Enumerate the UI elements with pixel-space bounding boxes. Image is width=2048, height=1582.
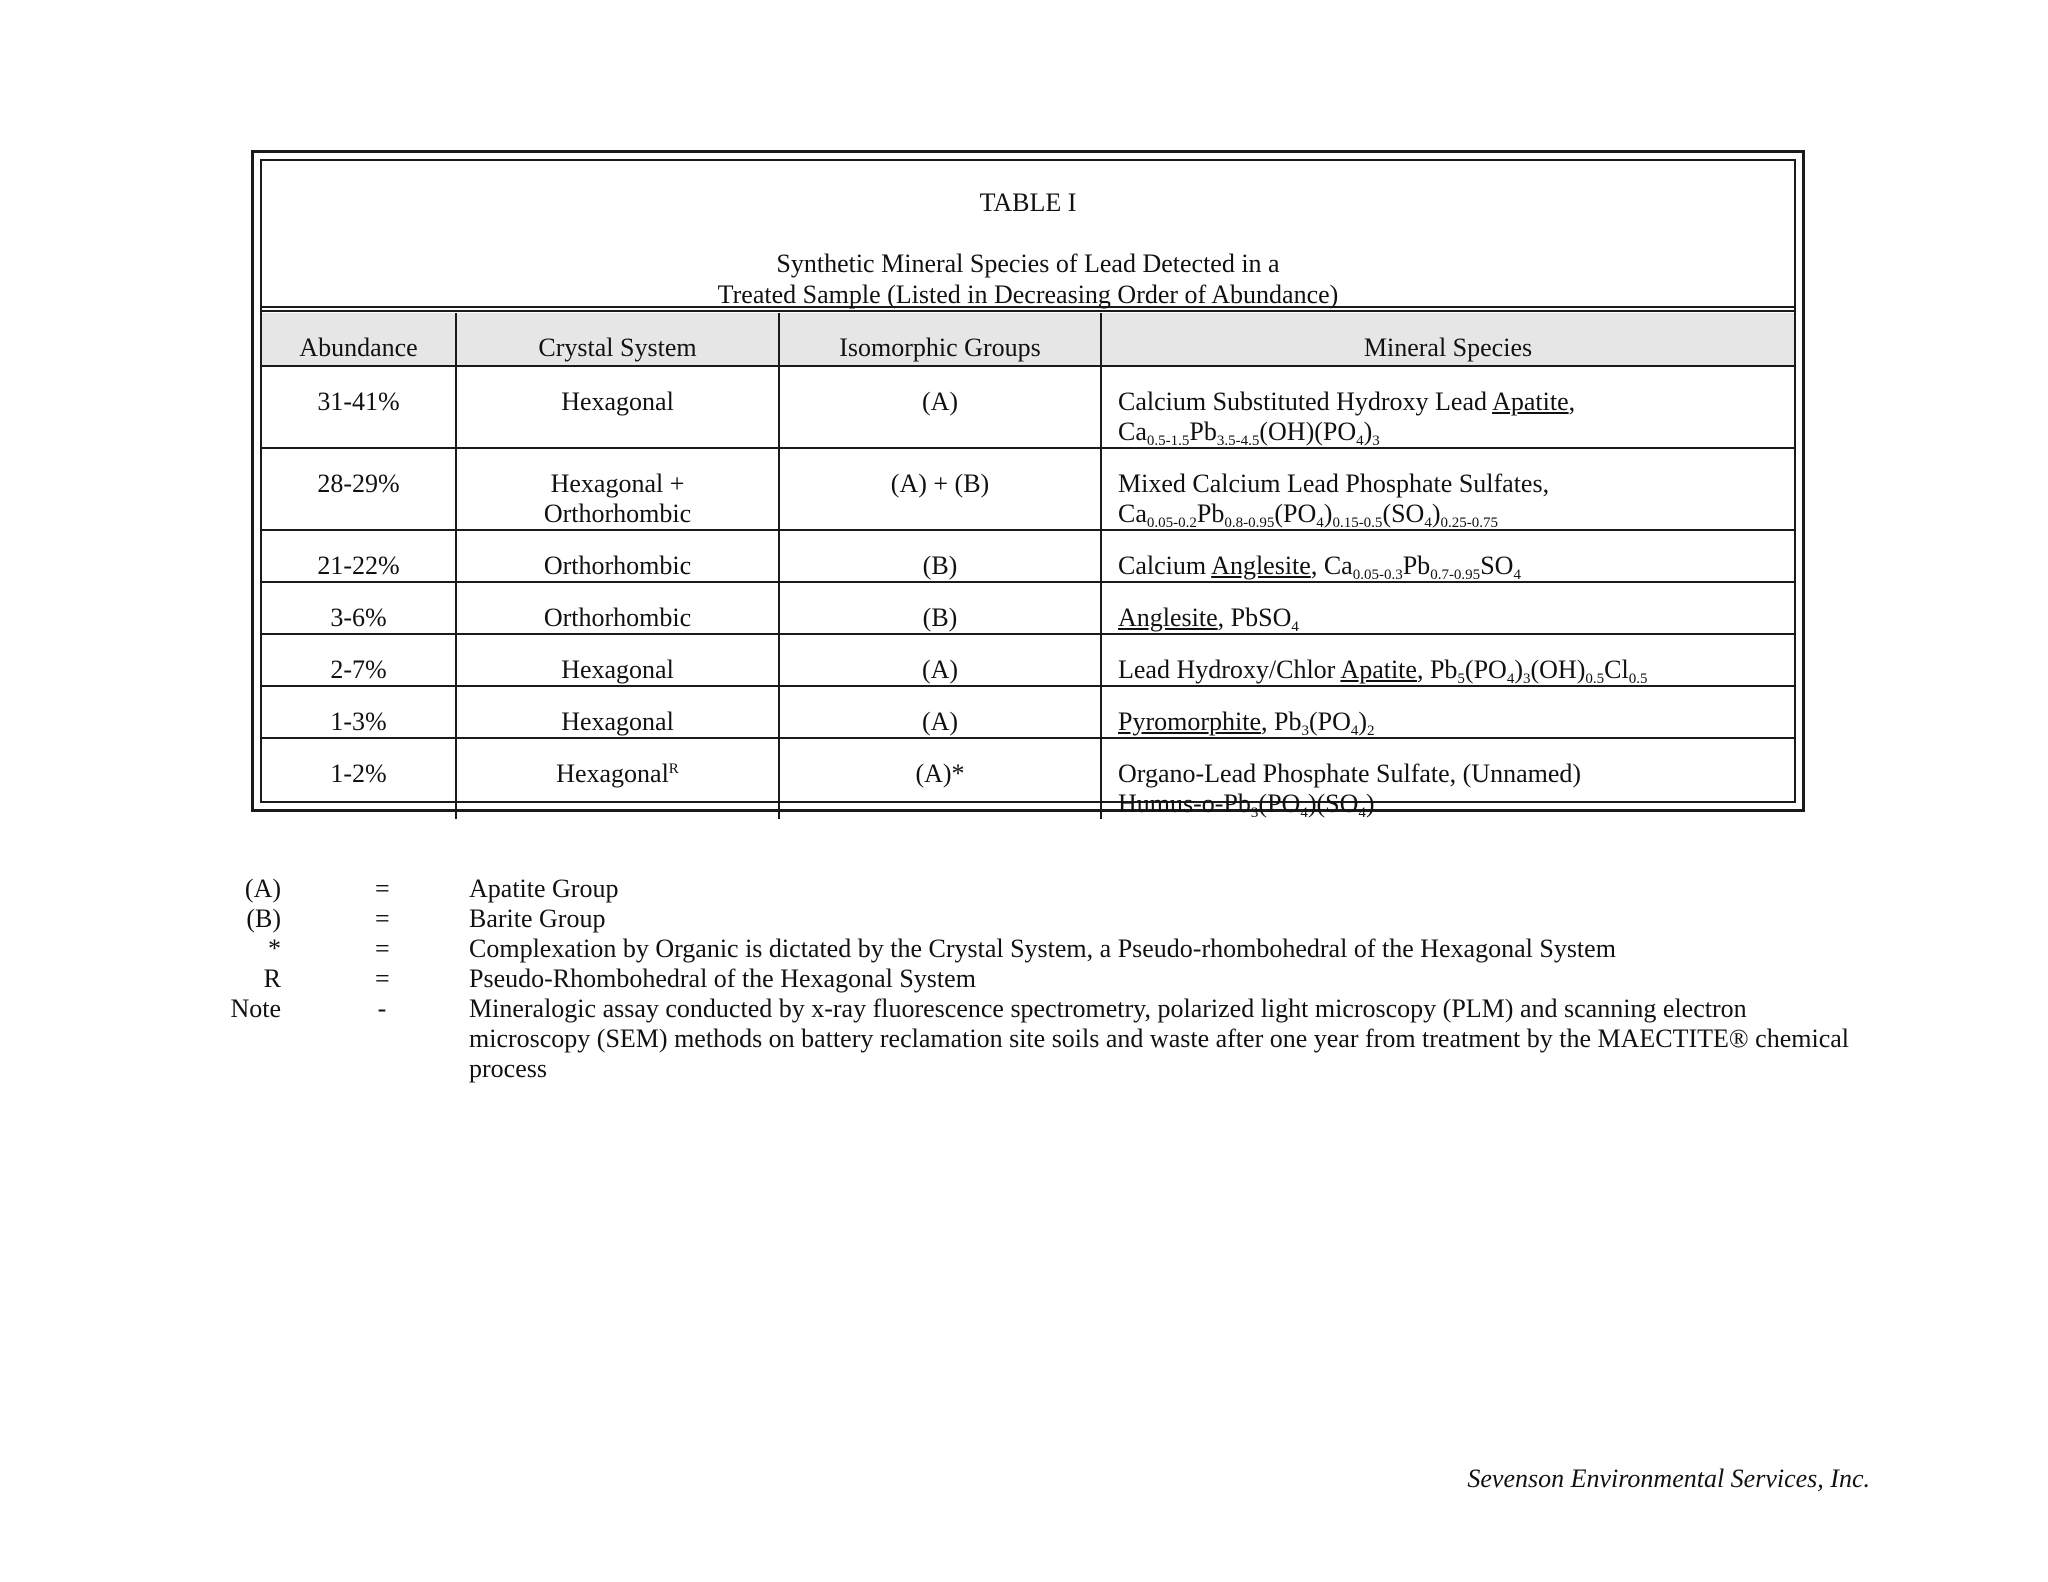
- crystal-system-text: Hexagonal: [561, 707, 674, 736]
- abundance-cell: 28-29%: [262, 448, 456, 530]
- mineral-species-cell: [1101, 634, 1794, 686]
- species-text: , PbSO: [1217, 603, 1292, 632]
- mineral-species-cell: [1101, 366, 1794, 448]
- formula-subscript: 4: [1300, 805, 1308, 821]
- legend-note-line-3: process: [469, 1054, 547, 1083]
- formula-subscript: 0.05-0.3: [1352, 567, 1403, 583]
- formula-part: Pb: [1402, 551, 1431, 580]
- species-text: , Pb: [1416, 655, 1458, 684]
- title-separator: [262, 310, 1794, 312]
- formula-subscript: 3.5-4.5: [1216, 433, 1260, 449]
- legend-row: [0, 934, 2048, 964]
- header-isomorphic-groups: Isomorphic Groups: [779, 313, 1101, 366]
- species-text: Organo-Lead Phosphate Sulfate, (Unnamed): [1118, 759, 1582, 788]
- crystal-system-cell: [456, 686, 779, 738]
- formula-subscript: 5: [1457, 671, 1465, 687]
- legend-key: (B): [246, 904, 281, 933]
- crystal-system-cell: [456, 738, 779, 819]
- isomorphic-group-cell: (A) + (B): [779, 448, 1101, 530]
- crystal-system-text: Hexagonal +: [550, 469, 685, 498]
- crystal-system-text: Orthorhombic: [543, 603, 692, 632]
- table-subtitle-line-2: Treated Sample (Listed in Decreasing Order of Abundance): [717, 280, 1339, 309]
- formula-part: (PO: [1308, 707, 1351, 736]
- species-text: Lead Hydroxy/Chlor: [1118, 655, 1341, 684]
- table-row: [262, 530, 1794, 582]
- crystal-system-text: Hexagonal: [561, 387, 674, 416]
- legend-text: Barite Group: [469, 904, 606, 933]
- isomorphic-group-cell: (B): [779, 530, 1101, 582]
- mineral-species-table: [262, 313, 1794, 819]
- table-row: [262, 582, 1794, 634]
- formula-subscript: 3: [1372, 433, 1380, 449]
- formula-part: Pb: [1189, 417, 1217, 446]
- species-mineral-name: Pyromorphite: [1118, 707, 1261, 736]
- formula-subscript: 4: [1350, 723, 1359, 739]
- formula-part: Pb: [1196, 499, 1225, 528]
- formula-subscript: 3: [1523, 671, 1531, 687]
- table-row: [262, 634, 1794, 686]
- abundance-cell: 1-2%: [262, 738, 456, 819]
- isomorphic-group-cell: (A): [779, 686, 1101, 738]
- crystal-system-cell: [456, 448, 779, 530]
- legend-row-note: [0, 994, 2048, 1084]
- legend-note-text: [469, 994, 1869, 1084]
- legend-key: *: [268, 934, 281, 963]
- species-text: Mixed Calcium Lead Phosphate Sulfates,: [1118, 469, 1550, 498]
- legend-key: R: [263, 964, 281, 993]
- table-subtitle-line-1: Synthetic Mineral Species of Lead Detected in a: [776, 249, 1280, 278]
- table-title-block: [262, 161, 1794, 308]
- legend: [0, 874, 2048, 1084]
- mineral-species-cell: [1101, 448, 1794, 530]
- legend-row: [0, 964, 2048, 994]
- formula-subscript: 0.5: [1628, 671, 1648, 687]
- crystal-system-cell: [456, 582, 779, 634]
- table-inner-border: [260, 159, 1796, 821]
- species-text: , Ca: [1310, 551, 1353, 580]
- formula-subscript: 3: [1250, 805, 1259, 821]
- formula-part: (PO: [1464, 655, 1507, 684]
- isomorphic-group-cell: (A): [779, 634, 1101, 686]
- formula-part: ): [1431, 499, 1441, 528]
- formula-subscript: 4: [1506, 671, 1515, 687]
- table-row: [262, 686, 1794, 738]
- formula-part: (SO: [1382, 499, 1425, 528]
- legend-separator: =: [375, 904, 390, 933]
- legend-text: Pseudo-Rhombohedral of the Hexagonal System: [469, 964, 976, 993]
- formula-subscript: 0.7-0.95: [1430, 567, 1481, 583]
- table-row: [262, 738, 1794, 819]
- formula-part: (PO: [1274, 499, 1317, 528]
- species-mineral-name: Anglesite: [1118, 603, 1218, 632]
- table-row: [262, 448, 1794, 530]
- formula-subscript: 0.5: [1585, 671, 1605, 687]
- legend-row: [0, 874, 2048, 904]
- formula-part: )(SO: [1307, 789, 1359, 818]
- isomorphic-group-cell: (B): [779, 582, 1101, 634]
- formula-part: (PO: [1258, 789, 1301, 818]
- legend-separator: -: [377, 994, 387, 1023]
- formula-subscript: 4: [1513, 567, 1521, 583]
- mineral-species-cell: [1101, 582, 1794, 634]
- formula-subscript: 0.5-1.5: [1146, 433, 1190, 449]
- formula-part: ): [1514, 655, 1523, 684]
- species-mineral-name: Apatite: [1340, 655, 1417, 684]
- formula-part: Ca: [1118, 499, 1147, 528]
- formula-part: Humus-o-Pb: [1118, 789, 1251, 818]
- formula-part: Cl: [1604, 655, 1629, 684]
- crystal-system-cell: [456, 530, 779, 582]
- species-mineral-name: Anglesite: [1211, 551, 1311, 580]
- species-mineral-name: Apatite: [1492, 387, 1569, 416]
- formula-part: (OH)(PO: [1259, 417, 1357, 446]
- species-text: Calcium Substituted Hydroxy Lead: [1118, 387, 1493, 416]
- mineral-species-cell: [1101, 738, 1794, 819]
- species-text: Calcium: [1118, 551, 1212, 580]
- legend-note-line-1: Mineralogic assay conducted by x-ray fluorescence spectrometry, polarized light microscopy (PLM) and scanning electron: [469, 994, 1747, 1023]
- species-text: , Pb: [1261, 707, 1302, 736]
- formula-subscript: 4: [1316, 515, 1324, 531]
- isomorphic-group-cell: (A)*: [779, 738, 1101, 819]
- mineral-species-cell: [1101, 530, 1794, 582]
- isomorphic-group-cell: (A): [779, 366, 1101, 448]
- formula-part: Ca: [1118, 417, 1147, 446]
- crystal-system-cell: [456, 634, 779, 686]
- legend-separator: =: [375, 874, 390, 903]
- legend-text: Apatite Group: [469, 874, 619, 903]
- crystal-system-text: Orthorhombic: [543, 551, 692, 580]
- table-row: [262, 366, 1794, 448]
- formula-part: ): [1363, 417, 1373, 446]
- header-mineral-species: Mineral Species: [1101, 313, 1794, 366]
- mineral-species-cell: [1101, 686, 1794, 738]
- crystal-system-text-2: Orthorhombic: [543, 499, 692, 528]
- formula-subscript: 4: [1424, 515, 1432, 531]
- header-abundance: Abundance: [262, 313, 456, 366]
- crystal-system-text: Hexagonal: [561, 655, 674, 684]
- abundance-cell: 21-22%: [262, 530, 456, 582]
- formula-subscript: 4: [1291, 619, 1299, 635]
- formula-subscript: 0.8-0.95: [1224, 515, 1275, 531]
- crystal-system-superscript: R: [668, 761, 679, 777]
- legend-text: Complexation by Organic is dictated by the Crystal System, a Pseudo-rhombohedral of the Hexagonal System: [469, 934, 1616, 963]
- legend-separator: =: [375, 934, 390, 963]
- legend-key: (A): [244, 874, 281, 903]
- formula-part: ): [1323, 499, 1333, 528]
- formula-subscript: 0.15-0.5: [1332, 515, 1383, 531]
- header-row: [262, 313, 1794, 366]
- legend-key: Note: [230, 994, 281, 1023]
- formula-subscript: 3: [1301, 723, 1309, 739]
- abundance-cell: 2-7%: [262, 634, 456, 686]
- crystal-system-text: Hexagonal: [556, 759, 669, 788]
- formula-part: ): [1365, 789, 1375, 818]
- legend-row: [0, 904, 2048, 934]
- formula-subscript: 4: [1358, 805, 1366, 821]
- header-crystal-system: Crystal System: [456, 313, 779, 366]
- formula-subscript: 0.25-0.75: [1440, 515, 1499, 531]
- legend-note-line-2: microscopy (SEM) methods on battery reclamation site soils and waste after one year from treatment by the MAECTITE® chemical: [469, 1024, 1849, 1053]
- legend-separator: =: [375, 964, 390, 993]
- formula-part: SO: [1480, 551, 1514, 580]
- abundance-cell: 1-3%: [262, 686, 456, 738]
- abundance-cell: 3-6%: [262, 582, 456, 634]
- formula-part: ): [1358, 707, 1368, 736]
- formula-subscript: 0.05-0.2: [1146, 515, 1197, 531]
- formula-subscript: 4: [1356, 433, 1364, 449]
- crystal-system-cell: [456, 366, 779, 448]
- abundance-cell: 31-41%: [262, 366, 456, 448]
- species-text: ,: [1568, 387, 1576, 416]
- formula-subscript: 2: [1367, 723, 1375, 739]
- footer-company: Sevenson Environmental Services, Inc.: [1467, 1464, 1870, 1493]
- formula-part: (OH): [1530, 655, 1586, 684]
- table-title: TABLE I: [979, 188, 1077, 217]
- table-frame: [251, 150, 1805, 821]
